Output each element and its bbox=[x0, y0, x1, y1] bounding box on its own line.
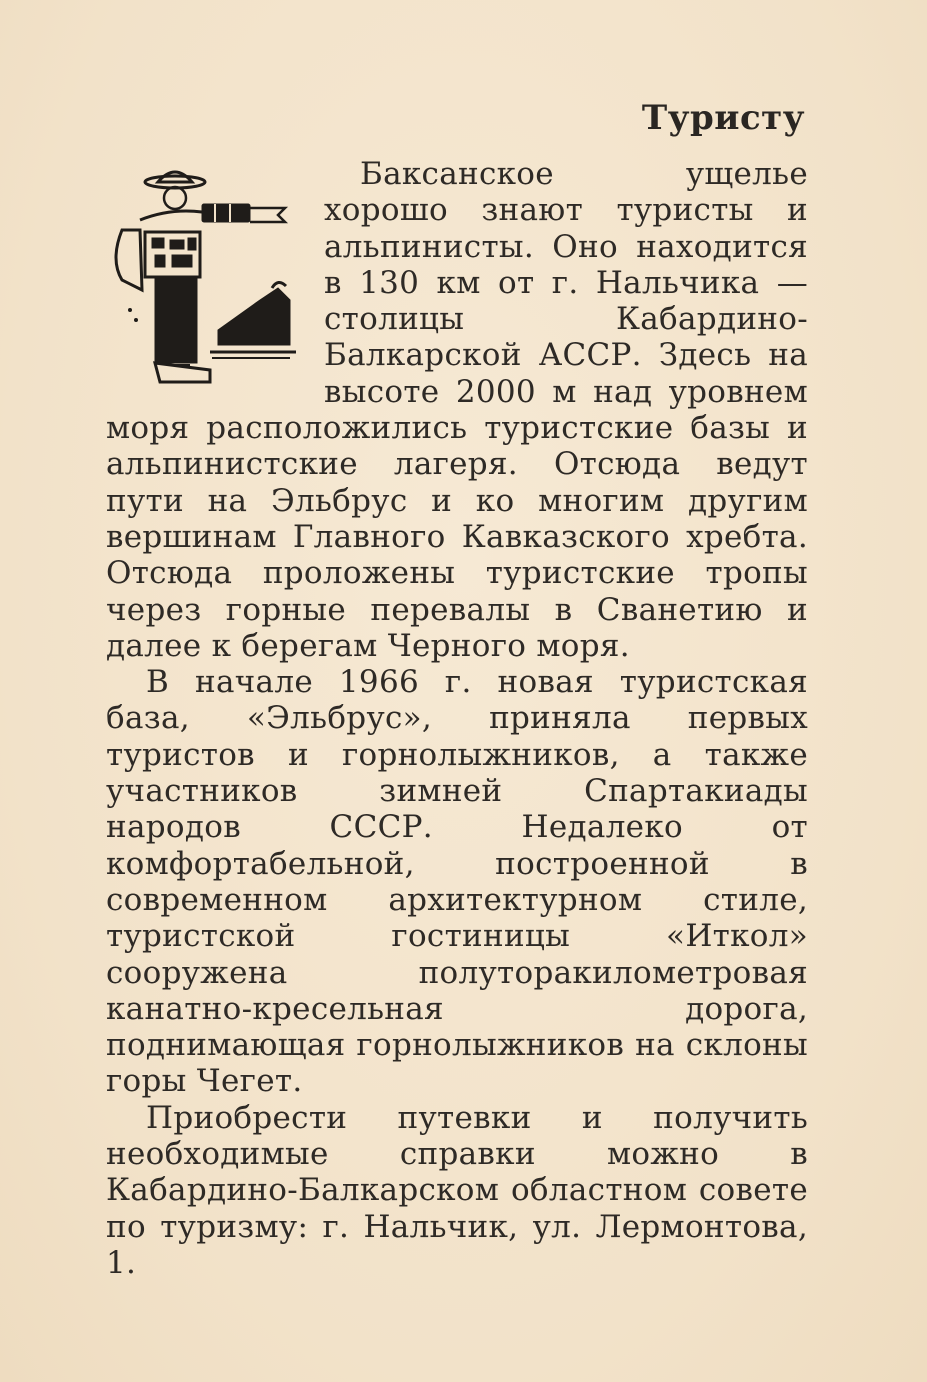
paragraph-2: В начале 1966 г. новая туристская база, «Эльбрус», приняла первых туристов и горнолыжников, а также участников зимней Спартакиады народов СССР. Недалеко от комфортабельной, построенной в современном архитектурном стиле, туристской гостиницы «Иткол» сооружена полуторакилометровая канатно-кресельная дорога, поднимающая горнолыжников на склоны горы Чегет. bbox=[106, 664, 808, 1100]
paragraph-1: Баксанское ущелье хорошо знают туристы и альпинисты. Оно находится в 130 км от г. Нальчика — столицы Кабардино-Балкарской АССР. Здесь на высоте 2000 м над уровнем моря расположились туристские базы и альпинистские лагеря. Отсюда ведут пути на Эльбрус и ко многим другим вершинам Главного Кавказского хребта. Отсюда проложены туристские тропы через горные перевалы в Сванетию и далее к берегам Черного моря. bbox=[106, 156, 808, 664]
article-body bbox=[106, 156, 808, 1281]
page-heading: Туристу bbox=[641, 98, 805, 138]
illustration-space bbox=[106, 156, 324, 410]
paragraph-3: Приобрести путевки и получить необходимые справки можно в Кабардино-Балкарском областном совете по туризму: г. Нальчик, ул. Лермонтова, 1. bbox=[106, 1099, 808, 1281]
